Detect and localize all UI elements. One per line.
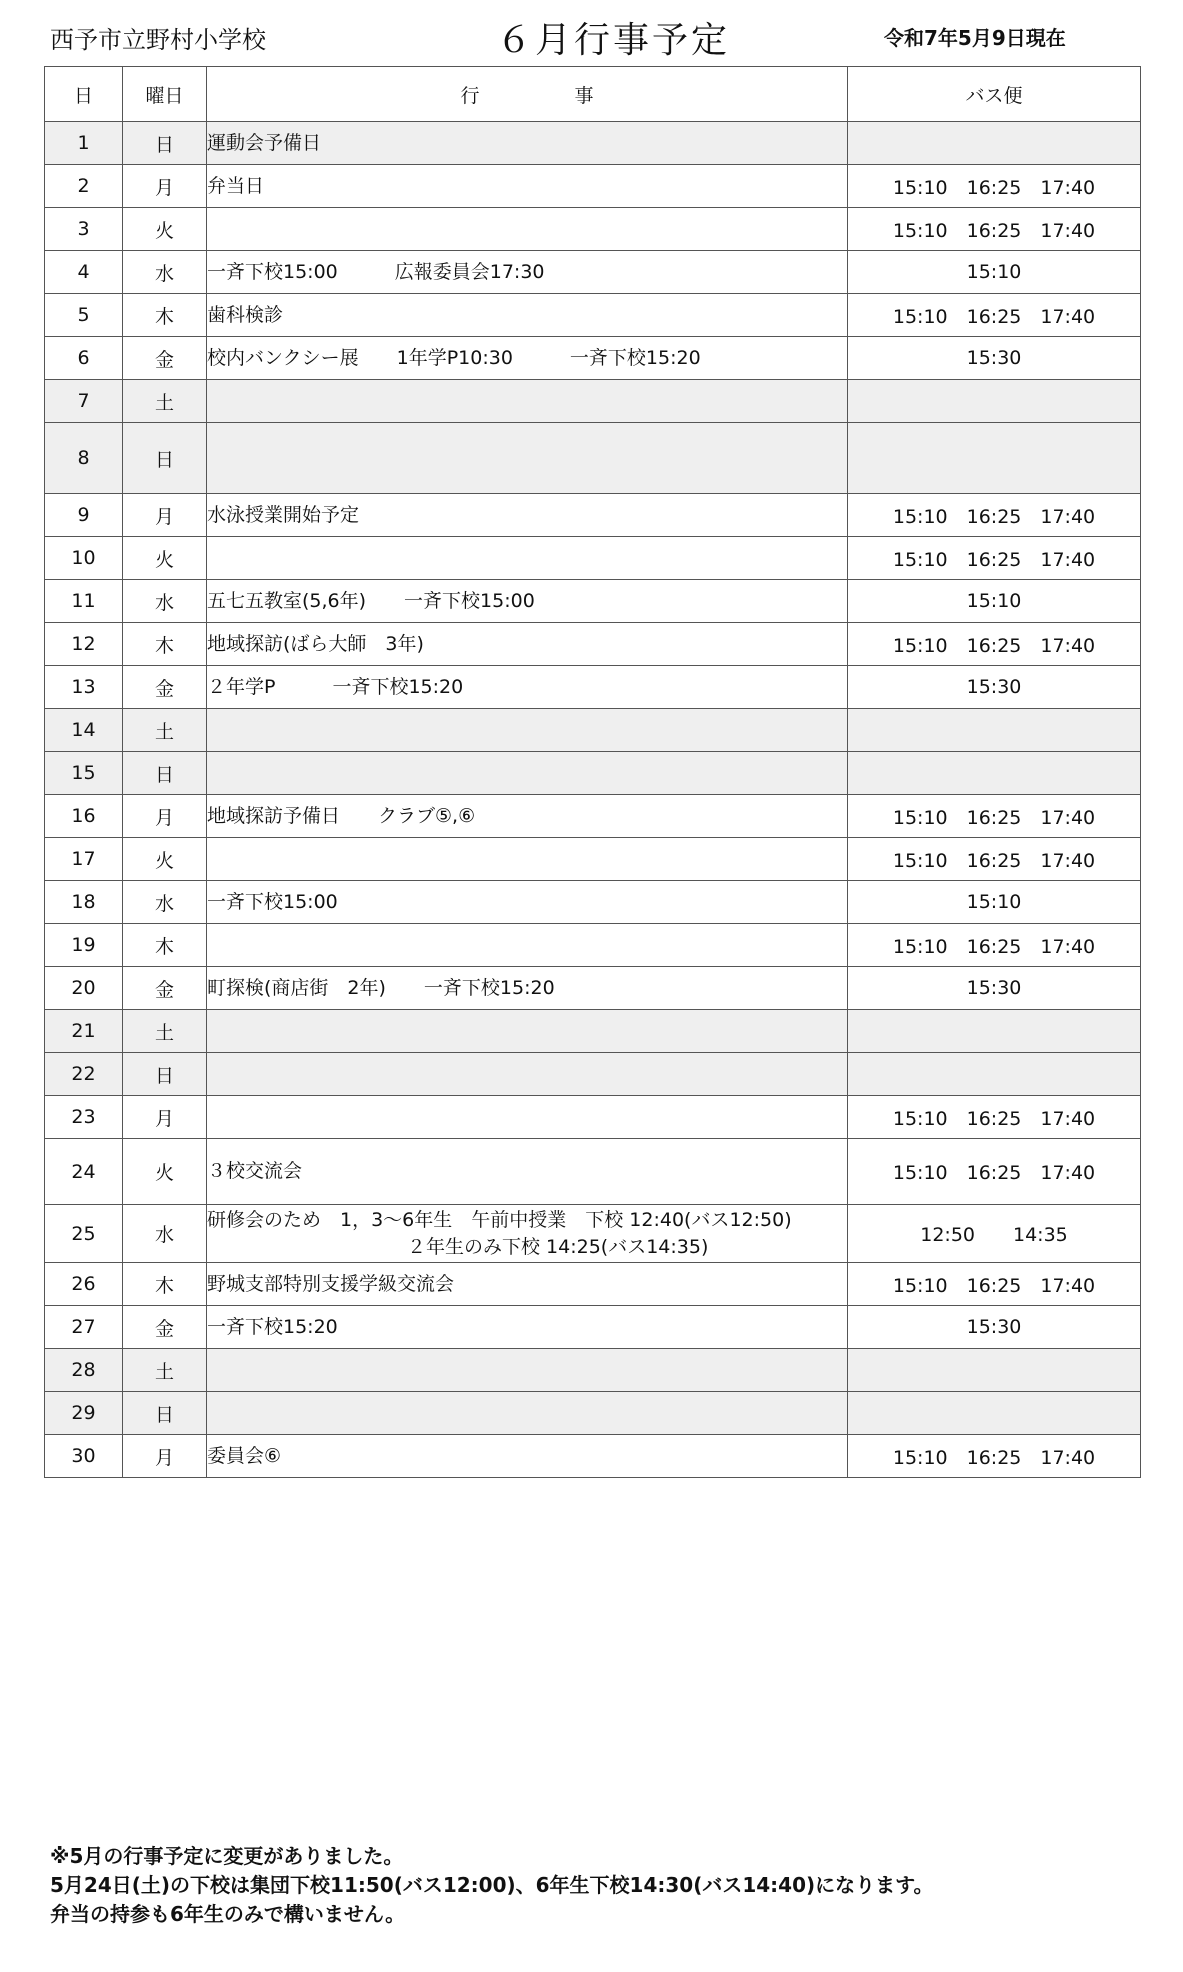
- event-cell: [207, 165, 848, 208]
- column-header-day: 日: [45, 67, 123, 122]
- table-row: [45, 1349, 1141, 1392]
- day-cell: 22: [45, 1053, 123, 1096]
- event-cell: [207, 380, 848, 423]
- table-row: [45, 1306, 1141, 1349]
- weekday-cell: 木: [123, 294, 207, 337]
- event-text: 地域探訪(ばら大師 3年): [207, 632, 424, 655]
- event-text: 一斉下校15:00 広報委員会17:30: [207, 260, 545, 283]
- weekday-cell: 金: [123, 337, 207, 380]
- event-cell: [207, 1205, 848, 1263]
- table-row: [45, 1010, 1141, 1053]
- event-cell: [207, 1096, 848, 1139]
- column-header-event: 行 事: [207, 67, 848, 122]
- table-row: [45, 752, 1141, 795]
- event-cell: [207, 1349, 848, 1392]
- day-cell: 23: [45, 1096, 123, 1139]
- day-cell: 27: [45, 1306, 123, 1349]
- bus-cell: [848, 1349, 1141, 1392]
- bus-cell: [848, 709, 1141, 752]
- bus-cell: 15:30: [848, 1306, 1141, 1349]
- weekday-cell: 火: [123, 1139, 207, 1205]
- bus-cell: 15:10: [848, 251, 1141, 294]
- event-cell: [207, 1263, 848, 1306]
- weekday-cell: 金: [123, 1306, 207, 1349]
- event-cell: [207, 294, 848, 337]
- event-text: ３校交流会: [207, 1160, 303, 1182]
- notes: [50, 1842, 934, 1929]
- event-cell: [207, 337, 848, 380]
- bus-cell: 15:10 16:25 17:40: [848, 924, 1141, 967]
- day-cell: 25: [45, 1205, 123, 1263]
- note-line: 5月24日(土)の下校は集団下校11:50(バス12:00)、6年生下校14:30(バス14:40)になります。: [50, 1873, 934, 1897]
- table-row: [45, 623, 1141, 666]
- bus-cell: 15:30: [848, 337, 1141, 380]
- event-cell: [207, 1392, 848, 1435]
- bus-cell: [848, 1053, 1141, 1096]
- bus-cell: [848, 423, 1141, 494]
- bus-cell: 15:30: [848, 666, 1141, 709]
- note-line: 弁当の持参も6年生のみで構いません。: [50, 1902, 406, 1926]
- bus-cell: 15:30: [848, 967, 1141, 1010]
- event-cell: [207, 251, 848, 294]
- event-text-line2: ２年生のみ下校 14:25(バス14:35): [407, 1235, 709, 1258]
- weekday-cell: 土: [123, 709, 207, 752]
- bus-cell: 15:10 16:25 17:40: [848, 1096, 1141, 1139]
- table-row: [45, 1139, 1141, 1205]
- event-text: 委員会⑥: [207, 1444, 282, 1467]
- table-row: [45, 1053, 1141, 1096]
- day-cell: 4: [45, 251, 123, 294]
- weekday-cell: 月: [123, 1096, 207, 1139]
- bus-cell: 15:10 16:25 17:40: [848, 795, 1141, 838]
- day-cell: 21: [45, 1010, 123, 1053]
- event-text: 町探検(商店街 2年) 一斉下校15:20: [207, 976, 555, 999]
- bus-cell: [848, 1010, 1141, 1053]
- weekday-cell: 月: [123, 165, 207, 208]
- bus-cell: 15:10 16:25 17:40: [848, 494, 1141, 537]
- event-cell: [207, 838, 848, 881]
- bus-cell: [848, 1392, 1141, 1435]
- day-cell: 16: [45, 795, 123, 838]
- event-cell: [207, 494, 848, 537]
- day-cell: 10: [45, 537, 123, 580]
- bus-cell: 15:10 16:25 17:40: [848, 165, 1141, 208]
- day-cell: 13: [45, 666, 123, 709]
- bus-cell: [848, 380, 1141, 423]
- day-cell: 24: [45, 1139, 123, 1205]
- weekday-cell: 木: [123, 623, 207, 666]
- bus-cell: [848, 122, 1141, 165]
- event-cell: [207, 1010, 848, 1053]
- as-of-date: 令和7年5月9日現在: [884, 26, 1066, 50]
- day-cell: 1: [45, 122, 123, 165]
- event-cell: [207, 1306, 848, 1349]
- weekday-cell: 水: [123, 580, 207, 623]
- day-cell: 17: [45, 838, 123, 881]
- event-cell: [207, 795, 848, 838]
- schedule-table: [44, 66, 1141, 1478]
- day-cell: 26: [45, 1263, 123, 1306]
- table-row: [45, 1263, 1141, 1306]
- day-cell: 9: [45, 494, 123, 537]
- bus-cell: 15:10 16:25 17:40: [848, 623, 1141, 666]
- weekday-cell: 月: [123, 795, 207, 838]
- bus-cell: 15:10 16:25 17:40: [848, 537, 1141, 580]
- table-row: [45, 423, 1141, 494]
- weekday-cell: 土: [123, 1349, 207, 1392]
- event-cell: [207, 1139, 848, 1205]
- column-header-bus: バス便: [848, 67, 1141, 122]
- event-text: 運動会予備日: [207, 131, 322, 154]
- day-cell: 6: [45, 337, 123, 380]
- weekday-cell: 日: [123, 1053, 207, 1096]
- event-cell: [207, 881, 848, 924]
- table-row: [45, 967, 1141, 1010]
- day-cell: 20: [45, 967, 123, 1010]
- table-row: [45, 1435, 1141, 1478]
- event-cell: [207, 537, 848, 580]
- weekday-cell: 水: [123, 881, 207, 924]
- day-cell: 8: [45, 423, 123, 494]
- table-row: [45, 838, 1141, 881]
- bus-cell: 12:50 14:35: [848, 1205, 1141, 1263]
- day-cell: 7: [45, 380, 123, 423]
- event-cell: [207, 580, 848, 623]
- column-header-weekday: 曜日: [123, 67, 207, 122]
- table-row: [45, 924, 1141, 967]
- page-title: ６月行事予定: [496, 20, 731, 61]
- weekday-cell: 月: [123, 1435, 207, 1478]
- event-text: 校内バンクシー展 1年学P10:30 一斉下校15:20: [207, 346, 701, 369]
- event-text: 一斉下校15:00: [207, 890, 338, 913]
- schedule-body: [45, 122, 1141, 1478]
- table-row: [45, 380, 1141, 423]
- table-row: [45, 494, 1141, 537]
- weekday-cell: 木: [123, 1263, 207, 1306]
- bus-cell: 15:10: [848, 580, 1141, 623]
- event-text: 五七五教室(5,6年) 一斉下校15:00: [207, 589, 535, 612]
- weekday-cell: 木: [123, 924, 207, 967]
- event-text: 研修会のため 1，3～6年生 午前中授業 下校 12:40(バス12:50): [207, 1208, 792, 1231]
- weekday-cell: 日: [123, 423, 207, 494]
- weekday-cell: 月: [123, 494, 207, 537]
- day-cell: 28: [45, 1349, 123, 1392]
- table-row: [45, 1096, 1141, 1139]
- event-cell: [207, 208, 848, 251]
- table-row: [45, 122, 1141, 165]
- day-cell: 12: [45, 623, 123, 666]
- event-cell: [207, 924, 848, 967]
- event-text: 地域探訪予備日 クラブ⑤,⑥: [207, 804, 476, 827]
- day-cell: 5: [45, 294, 123, 337]
- weekday-cell: 金: [123, 666, 207, 709]
- day-cell: 14: [45, 709, 123, 752]
- bus-cell: 15:10 16:25 17:40: [848, 838, 1141, 881]
- event-cell: [207, 1435, 848, 1478]
- weekday-cell: 土: [123, 1010, 207, 1053]
- table-row: [45, 580, 1141, 623]
- day-cell: 15: [45, 752, 123, 795]
- day-cell: 30: [45, 1435, 123, 1478]
- weekday-cell: 金: [123, 967, 207, 1010]
- bus-cell: 15:10 16:25 17:40: [848, 1139, 1141, 1205]
- event-cell: [207, 666, 848, 709]
- weekday-cell: 日: [123, 752, 207, 795]
- bus-cell: 15:10 16:25 17:40: [848, 208, 1141, 251]
- bus-cell: 15:10 16:25 17:40: [848, 294, 1141, 337]
- event-text: 弁当日: [207, 174, 265, 197]
- weekday-cell: 水: [123, 1205, 207, 1263]
- table-row: [45, 666, 1141, 709]
- note-line: ※5月の行事予定に変更がありました。: [50, 1844, 404, 1868]
- table-row: [45, 881, 1141, 924]
- weekday-cell: 土: [123, 380, 207, 423]
- table-row: [45, 294, 1141, 337]
- day-cell: 18: [45, 881, 123, 924]
- table-row: [45, 1392, 1141, 1435]
- table-row: [45, 165, 1141, 208]
- day-cell: 11: [45, 580, 123, 623]
- event-text: 一斉下校15:20: [207, 1315, 338, 1338]
- event-text: 野城支部特別支援学級交流会: [207, 1272, 455, 1295]
- weekday-cell: 日: [123, 1392, 207, 1435]
- table-row: [45, 1205, 1141, 1263]
- event-cell: [207, 752, 848, 795]
- event-cell: [207, 709, 848, 752]
- event-text: 歯科検診: [207, 303, 284, 326]
- bus-cell: 15:10 16:25 17:40: [848, 1435, 1141, 1478]
- page-header: [0, 0, 1183, 68]
- table-header-row: [45, 67, 1141, 122]
- event-cell: [207, 1053, 848, 1096]
- day-cell: 19: [45, 924, 123, 967]
- day-cell: 2: [45, 165, 123, 208]
- weekday-cell: 日: [123, 122, 207, 165]
- school-name: 西予市立野村小学校: [50, 26, 266, 54]
- event-text: ２年学P 一斉下校15:20: [207, 675, 464, 698]
- weekday-cell: 火: [123, 838, 207, 881]
- event-cell: [207, 423, 848, 494]
- table-row: [45, 337, 1141, 380]
- table-row: [45, 251, 1141, 294]
- event-cell: [207, 967, 848, 1010]
- event-cell: [207, 122, 848, 165]
- weekday-cell: 火: [123, 537, 207, 580]
- event-text: 水泳授業開始予定: [207, 503, 360, 526]
- table-row: [45, 795, 1141, 838]
- weekday-cell: 水: [123, 251, 207, 294]
- day-cell: 29: [45, 1392, 123, 1435]
- table-row: [45, 208, 1141, 251]
- table-row: [45, 709, 1141, 752]
- bus-cell: 15:10: [848, 881, 1141, 924]
- event-cell: [207, 623, 848, 666]
- bus-cell: 15:10 16:25 17:40: [848, 1263, 1141, 1306]
- table-row: [45, 537, 1141, 580]
- weekday-cell: 火: [123, 208, 207, 251]
- bus-cell: [848, 752, 1141, 795]
- day-cell: 3: [45, 208, 123, 251]
